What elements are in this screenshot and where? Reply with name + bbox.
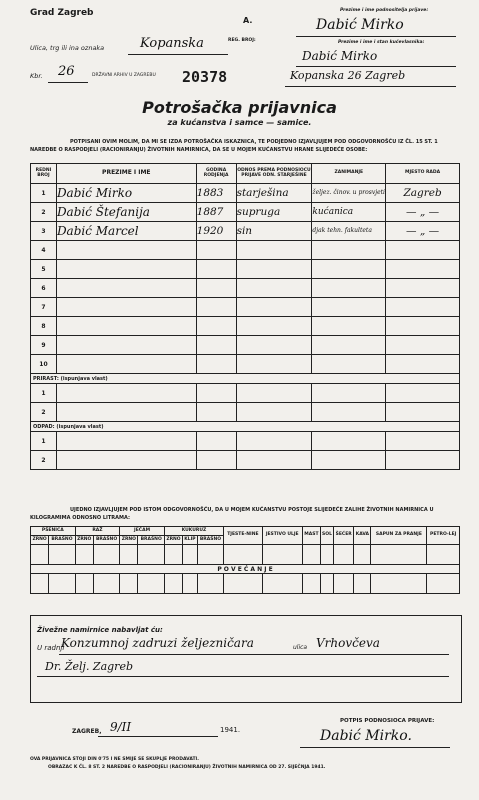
- member-name: Dabić Štefanija: [56, 203, 196, 222]
- date-underline: [98, 736, 218, 737]
- shop-prefix: U radnji: [37, 644, 65, 652]
- applicant-underline: [296, 36, 456, 37]
- group-kukuruz: KUKURUZ: [164, 527, 223, 536]
- signature-underline: [300, 747, 450, 748]
- member-relation: supruga: [236, 203, 312, 222]
- applicant-value: Dabić Mirko: [316, 17, 404, 33]
- col-sol: SOL: [320, 527, 333, 545]
- col-godina: GODINA RODJENJA: [196, 164, 236, 184]
- group-raz: RAŽ: [75, 527, 120, 536]
- member-place: — „ —: [386, 222, 460, 241]
- street-underline: [128, 54, 228, 55]
- col-zanimanje: ZANIMANJE: [312, 164, 386, 184]
- table-row: 2: [31, 403, 460, 422]
- member-job: željez. činov. u prosvjeti: [312, 184, 386, 203]
- member-year: 1887: [196, 203, 236, 222]
- shop-box: [30, 615, 462, 703]
- city-name: Grad Zagreb: [30, 8, 94, 18]
- prirast-row: PRIRAST: (ispunjava vlast): [31, 374, 460, 384]
- landlord-name-underline: [296, 66, 456, 67]
- table-row: 3 Dabić Marcel 1920 sin djak tehn. fakulteta — „ —: [31, 222, 460, 241]
- landlord-address-underline: [285, 86, 456, 87]
- street-label: Ulica, trg ili ina oznaka: [30, 44, 105, 52]
- member-job: djak tehn. fakulteta: [312, 222, 386, 241]
- col-odnos: ODNOS PREMA PODNOSIOCU PRIJAVE ODN. STARJEŠINE: [236, 164, 312, 184]
- col-prezime-ime: PREZIME I IME: [56, 164, 196, 184]
- member-job: kućanica: [312, 203, 386, 222]
- povecanje-row: P O V E Ć A N J E: [31, 565, 460, 574]
- table-row: 8: [31, 317, 460, 336]
- table-row: 2 Dabić Štefanija 1887 supruga kućanica — „ —: [31, 203, 460, 222]
- form-letter: A.: [243, 16, 253, 25]
- table-row: 4: [31, 241, 460, 260]
- table-row: 10: [31, 355, 460, 374]
- supplies-values-row: [31, 545, 460, 565]
- signature-value: Dabić Mirko.: [320, 728, 412, 744]
- form-subtitle: za kućanstva i samce — samice.: [167, 118, 312, 127]
- shop-extra-underline: [37, 676, 449, 677]
- col-mast: MAST: [302, 527, 320, 545]
- archive-label: DRŽAVNI ARHIV U ZAGREBU: [92, 73, 156, 78]
- date-value: 9/II: [110, 720, 132, 734]
- reg-broj-label: REG. BROJ:: [228, 38, 256, 43]
- table-row: 7: [31, 298, 460, 317]
- table-row: 1: [31, 432, 460, 451]
- group-jecam: JEČAM: [120, 527, 165, 536]
- shop-underline: [59, 654, 449, 655]
- member-place: — „ —: [386, 203, 460, 222]
- member-place: Zagreb: [386, 184, 460, 203]
- col-sapun: SAPUN ZA PRANJE: [371, 527, 427, 545]
- col-secer: ŠEĆER: [333, 527, 353, 545]
- member-name: Dabić Mirko: [56, 184, 196, 203]
- form-title: Potrošačka prijavnica: [142, 98, 337, 117]
- group-psenica: PŠENICA: [31, 527, 76, 536]
- table-row: 5: [31, 260, 460, 279]
- col-ulje: JESTIVO ULJE: [262, 527, 302, 545]
- col-mjesto-rada: MJESTO RADA: [386, 164, 460, 184]
- shop-value: Konzumnoj zadruzi željezničara: [61, 636, 254, 650]
- member-year: 1920: [196, 222, 236, 241]
- date-year: 1941.: [220, 726, 241, 734]
- price-note: OVA PRIJAVNICA STOJI DIN 0'75 I NE SMIJE SE SKUPLJE PRODAVATI.: [30, 757, 199, 762]
- col-redni-broj: REDNI BROJ: [31, 164, 57, 184]
- intro-text: POTPISANI OVIM MOLIM, DA MI SE IZDA POTROŠAČKA ISKAZNICA, TE PODJEDNO IZJAVLJUJEM POD ODGOVORNOŠĆU IZ ČL. 15 ST. 1 NAREDBE O RASPODJELI (RACIONIRANJU) ŽIVOTNIH NAMIRNICA, DA SE U MOJEM KUĆANSTVU HRANE SLIJEDEĆE OSOBE:: [30, 139, 438, 153]
- landlord-address: Kopanska 26 Zagreb: [290, 69, 406, 82]
- shop-label: Živežne namirnice nabavljat ću:: [37, 626, 163, 634]
- member-relation: sin: [236, 222, 312, 241]
- odpad-row: ODPAD: (ispunjava vlast): [31, 422, 460, 432]
- table-row: 6: [31, 279, 460, 298]
- table-row: 1 Dabić Mirko 1883 starješina željez. činov. u prosvjeti Zagreb: [31, 184, 460, 203]
- member-relation: starješina: [236, 184, 312, 203]
- shop-extra-line: Dr. Želj. Zagreb: [45, 660, 133, 673]
- landlord-name: Dabić Mirko: [302, 49, 378, 63]
- member-name: Dabić Marcel: [56, 222, 196, 241]
- table-row: 1: [31, 384, 460, 403]
- kbr-underline: [48, 82, 88, 83]
- col-petrolej: PETRO-LEJ: [427, 527, 460, 545]
- kbr-value: 26: [58, 64, 75, 79]
- supplies-table: PŠENICA RAŽ JEČAM KUKURUZ TJESTE-NINE JESTIVO ULJE MAST SOL ŠEĆER KAVA SAPUN ZA PRANJE PETRO-LEJ ZRNO BRAŠNO ZRNO BRAŠNO ZRNO BRAŠNO ZRNO KLIP BRAŠNO P O V E Ć A N J E: [30, 526, 460, 594]
- supplies-intro: UJEDNO IZJAVLJUJEM POD ISTOM ODGOVORNOŠĆU, DA U MOJEM KUĆANSTVU POSTOJE SLIJEDEĆE ZALIHE ŽIVOTNIH NAMIRNICA U KILOGRAMIMA ODNOSNO LITRAMA:: [30, 507, 434, 521]
- applicant-label: Prezime i ime podnositelja prijave:: [340, 8, 429, 13]
- kbr-label: Kbr.: [30, 72, 43, 80]
- col-tjestenine: TJESTE-NINE: [224, 527, 262, 545]
- signature-label: POTPIS PODNOSIOCA PRIJAVE:: [340, 718, 435, 724]
- members-table: [30, 163, 460, 470]
- supplies-increase-row: [31, 574, 460, 594]
- landlord-label: Prezime i ime i stan kućevlasnika:: [338, 40, 425, 45]
- street-value: Kopanska: [140, 36, 204, 51]
- table-row: 2: [31, 451, 460, 470]
- member-year: 1883: [196, 184, 236, 203]
- place-label: ZAGREB,: [72, 728, 102, 735]
- archive-number: 20378: [182, 68, 228, 86]
- shop-street-label: ulica: [293, 644, 308, 651]
- table-row: 9: [31, 336, 460, 355]
- form-note: OBRAZAC K ČL. 8 ST. 2 NAREDBE O RASPODJELI (RACIONIRANJU) ŽIVOTNIH NAMIRNICA OD 27. SIJEČNJA 1941.: [48, 765, 326, 770]
- col-kava: KAVA: [354, 527, 371, 545]
- shop-street-value: Vrhovčeva: [316, 636, 380, 650]
